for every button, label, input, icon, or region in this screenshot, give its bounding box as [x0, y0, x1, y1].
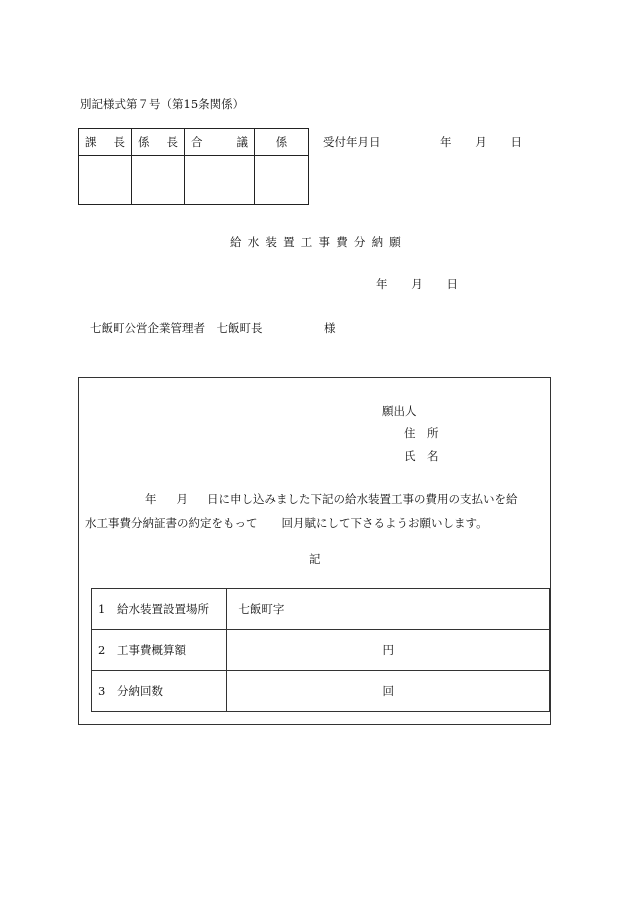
item-label-location: 1 給水装置設置場所 [92, 589, 227, 630]
request-text-line-1 [145, 491, 518, 507]
approval-header-section-chief: 課 長 [79, 129, 132, 156]
received-month-label: 月 [475, 135, 487, 149]
application-month-label: 月 [411, 277, 423, 291]
item-value-location[interactable]: 七飯町字 [227, 589, 550, 630]
approval-header-staff: 係 [255, 129, 309, 156]
body-line2-part1: 水工事費分納証書の約定をもって [85, 516, 258, 530]
received-day-label: 日 [510, 135, 522, 149]
application-day-label: 日 [446, 277, 458, 291]
item-label-cost: 2 工事費概算額 [92, 630, 227, 671]
applicant-name-label: 氏 名 [404, 449, 439, 463]
applicant-address-label: 住 所 [404, 426, 439, 440]
approval-stamp-cell[interactable] [185, 156, 255, 205]
body-year: 年 [145, 492, 157, 506]
approval-stamp-table [78, 128, 309, 205]
approval-stamp-cell[interactable] [79, 156, 132, 205]
table-row [92, 630, 550, 671]
received-date-field[interactable] [440, 134, 522, 150]
application-year-label: 年 [376, 277, 388, 291]
item-value-installments[interactable]: 回 [227, 671, 550, 712]
body-line1-rest: 日に申し込みました下記の給水装置工事の費用の支払いを給 [207, 492, 518, 506]
body-month: 月 [176, 492, 188, 506]
item-label-installments: 3 分納回数 [92, 671, 227, 712]
form-reference: 別記様式第７号（第15条関係） [80, 97, 245, 111]
received-year-label: 年 [440, 135, 452, 149]
approval-stamp-cell[interactable] [132, 156, 185, 205]
item-value-cost[interactable]: 円 [227, 630, 550, 671]
table-row [92, 589, 550, 630]
approval-header-subsection-chief: 係 長 [132, 129, 185, 156]
honorific: 様 [324, 321, 336, 335]
request-text-line-2 [85, 515, 488, 531]
table-row [92, 671, 550, 712]
received-date-label: 受付年月日 [323, 135, 381, 149]
ki-heading: 記 [309, 552, 321, 566]
body-line2-part2: 回月賦にして下さるようお願いします。 [281, 516, 488, 530]
application-box [78, 377, 551, 725]
addressee: 七飯町公営企業管理者 七飯町長 [90, 321, 263, 335]
approval-stamp-cell[interactable] [255, 156, 309, 205]
document-title: 給水装置工事費分納願 [230, 235, 407, 249]
approval-header-consultation: 合 議 [185, 129, 255, 156]
applicant-heading: 願出人 [382, 404, 417, 418]
items-table [91, 588, 550, 712]
application-date-field[interactable] [376, 276, 458, 292]
